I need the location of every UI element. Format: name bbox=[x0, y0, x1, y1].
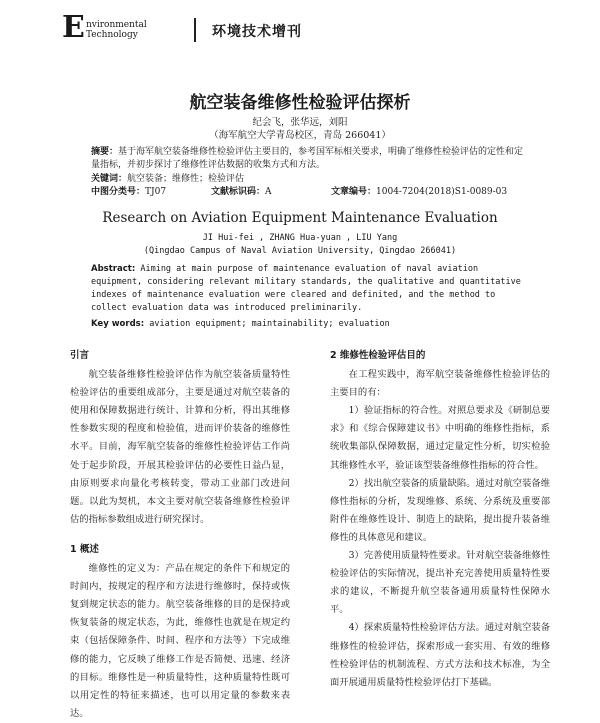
section2-heading: 2 维修性检验评估目的 bbox=[330, 350, 426, 361]
intro-heading: 引言 bbox=[70, 350, 90, 361]
section1-paragraph: 维修性的定义为：产品在规定的条件下和规定的时间内，按规定的程序和方法进行维修时，保持或恢复到规定状态的能力。航空装备维修的目的是保持或恢复装备的规定状态，为此，维修性也就是在规定约束（包括保障条件、时间、程序和方法等）下完成维修的能力，它反映了维修工作是否简便、迅速、经济的目标。维修性是一种质量特性，这种质量特性既可以用定性的特征来描述，也可以用定量的参数来表达。 bbox=[70, 563, 290, 719]
abstract-cn-label: 摘要： bbox=[91, 147, 119, 157]
title-cn: 航空装备维修性检验评估探析 bbox=[189, 93, 411, 113]
journal-header bbox=[62, 10, 582, 50]
keywords-en bbox=[91, 318, 529, 331]
abstract-cn bbox=[91, 146, 529, 172]
purpose-item: 4）探索质量特性检验评估方法。通过对航空装备维修性的检验评估，探索形成一套实用、有效的维修性检验评估的机制流程、方式方法和技术标准，为全面开展通用质量特性检验评估打下基础。 bbox=[330, 622, 550, 688]
clc-number: 中图分类号：TJ07 bbox=[91, 187, 167, 197]
purpose-item: 3）完善使用质量特性要求。针对航空装备维修性检验评估的实际情况，提出补充完善使用质量特性要求的建议，不断提升航空装备通用质量特性保障水平。 bbox=[330, 550, 550, 616]
affiliation-cn: （海军航空大学青岛校区，青岛 266041） bbox=[209, 130, 391, 141]
doc-code: 文献标识码：A bbox=[211, 187, 272, 197]
journal-name-cn: 环境技术增刊 bbox=[212, 24, 302, 40]
abstract-cn-text: 基于海军航空装备维修性检验评估主要目的，参考国军标相关要求，明确了维修性检验评估的定性和定量指标，并初步探讨了维修性评估数据的收集方式和方法。 bbox=[91, 147, 524, 170]
abstract-en bbox=[91, 263, 529, 315]
keywords-en-label: Key words: bbox=[91, 319, 145, 329]
body-left-column bbox=[70, 345, 290, 723]
journal-logo-text bbox=[86, 20, 147, 40]
keywords-cn-label: 关键词： bbox=[91, 174, 128, 184]
abstract-en-label: Abstract: bbox=[91, 264, 136, 274]
purpose-item: 2）找出航空装备的质量缺陷。通过对航空装备维修性指标的分析，发现维修、系统、分系统及重要部附件在维修性设计、制造上的缺陷，提出提升装备维修性的具体意见和建议。 bbox=[330, 477, 550, 543]
abstract-en-text: Aiming at main purpose of maintenance evaluation of naval aviation equipment, considering relevant military standards, the qualitative and quantitative indexes of maintenance evaluation were cleared and definited, and the method to collect evaluation data was introduced preliminarily. bbox=[91, 264, 521, 313]
journal-logo-line2: Technology bbox=[86, 30, 138, 40]
purpose-item: 1）验证指标的符合性。对照总要求及《研制总要求》和《综合保障建议书》中明确的维修性指标，系统收集部队保障数据，通过定量定性分析，切实检验其维修性水平，验证该型装备维修性指标的符合性。 bbox=[330, 405, 550, 471]
journal-logo-line1: nvironmental bbox=[86, 20, 147, 30]
title-en: Research on Aviation Equipment Maintenance Evaluation bbox=[102, 210, 498, 226]
header-divider bbox=[194, 18, 196, 42]
authors-cn: 纪会飞，张华远，刘阳 bbox=[252, 117, 348, 128]
keywords-cn bbox=[91, 173, 529, 186]
keywords-en-text: aviation equipment; maintainability; evaluation bbox=[149, 319, 390, 329]
intro-paragraph: 航空装备维修性检验评估作为航空装备质量特性检验评估的重要组成部分，主要是通过对航空装备的使用和保障数据进行统计、计算和分析，得出其维修性参数实现的程度和检验值，进而评价装备的维修性水平。目前，海军航空装备的维修性检验评估工作尚处于起步阶段，开展其检验评估的必要性日益凸显，由原则要求向量化考核转变，带动工业部门改进问题。以此为契机，本文主要对航空装备维修性检验评估的指标参数组成进行研究探讨。 bbox=[70, 369, 290, 525]
body-right-column bbox=[330, 345, 550, 692]
journal-logo-letter: E bbox=[62, 10, 85, 45]
section1-heading: 1 概述 bbox=[70, 543, 99, 555]
affiliation-en: (Qingdao Campus of Naval Aviation University, Qingdao 266041) bbox=[143, 246, 457, 256]
section2-intro: 在工程实践中，海军航空装备维修性检验评估的主要目的有： bbox=[330, 369, 550, 399]
article-number: 文章编号：1004-7204(2018)S1-0089-03 bbox=[331, 187, 508, 197]
authors-en: JI Hui-fei , ZHANG Hua-yuan , LIU Yang bbox=[202, 233, 398, 243]
keywords-cn-text: 航空装备；维修性；检验评估 bbox=[127, 174, 245, 184]
